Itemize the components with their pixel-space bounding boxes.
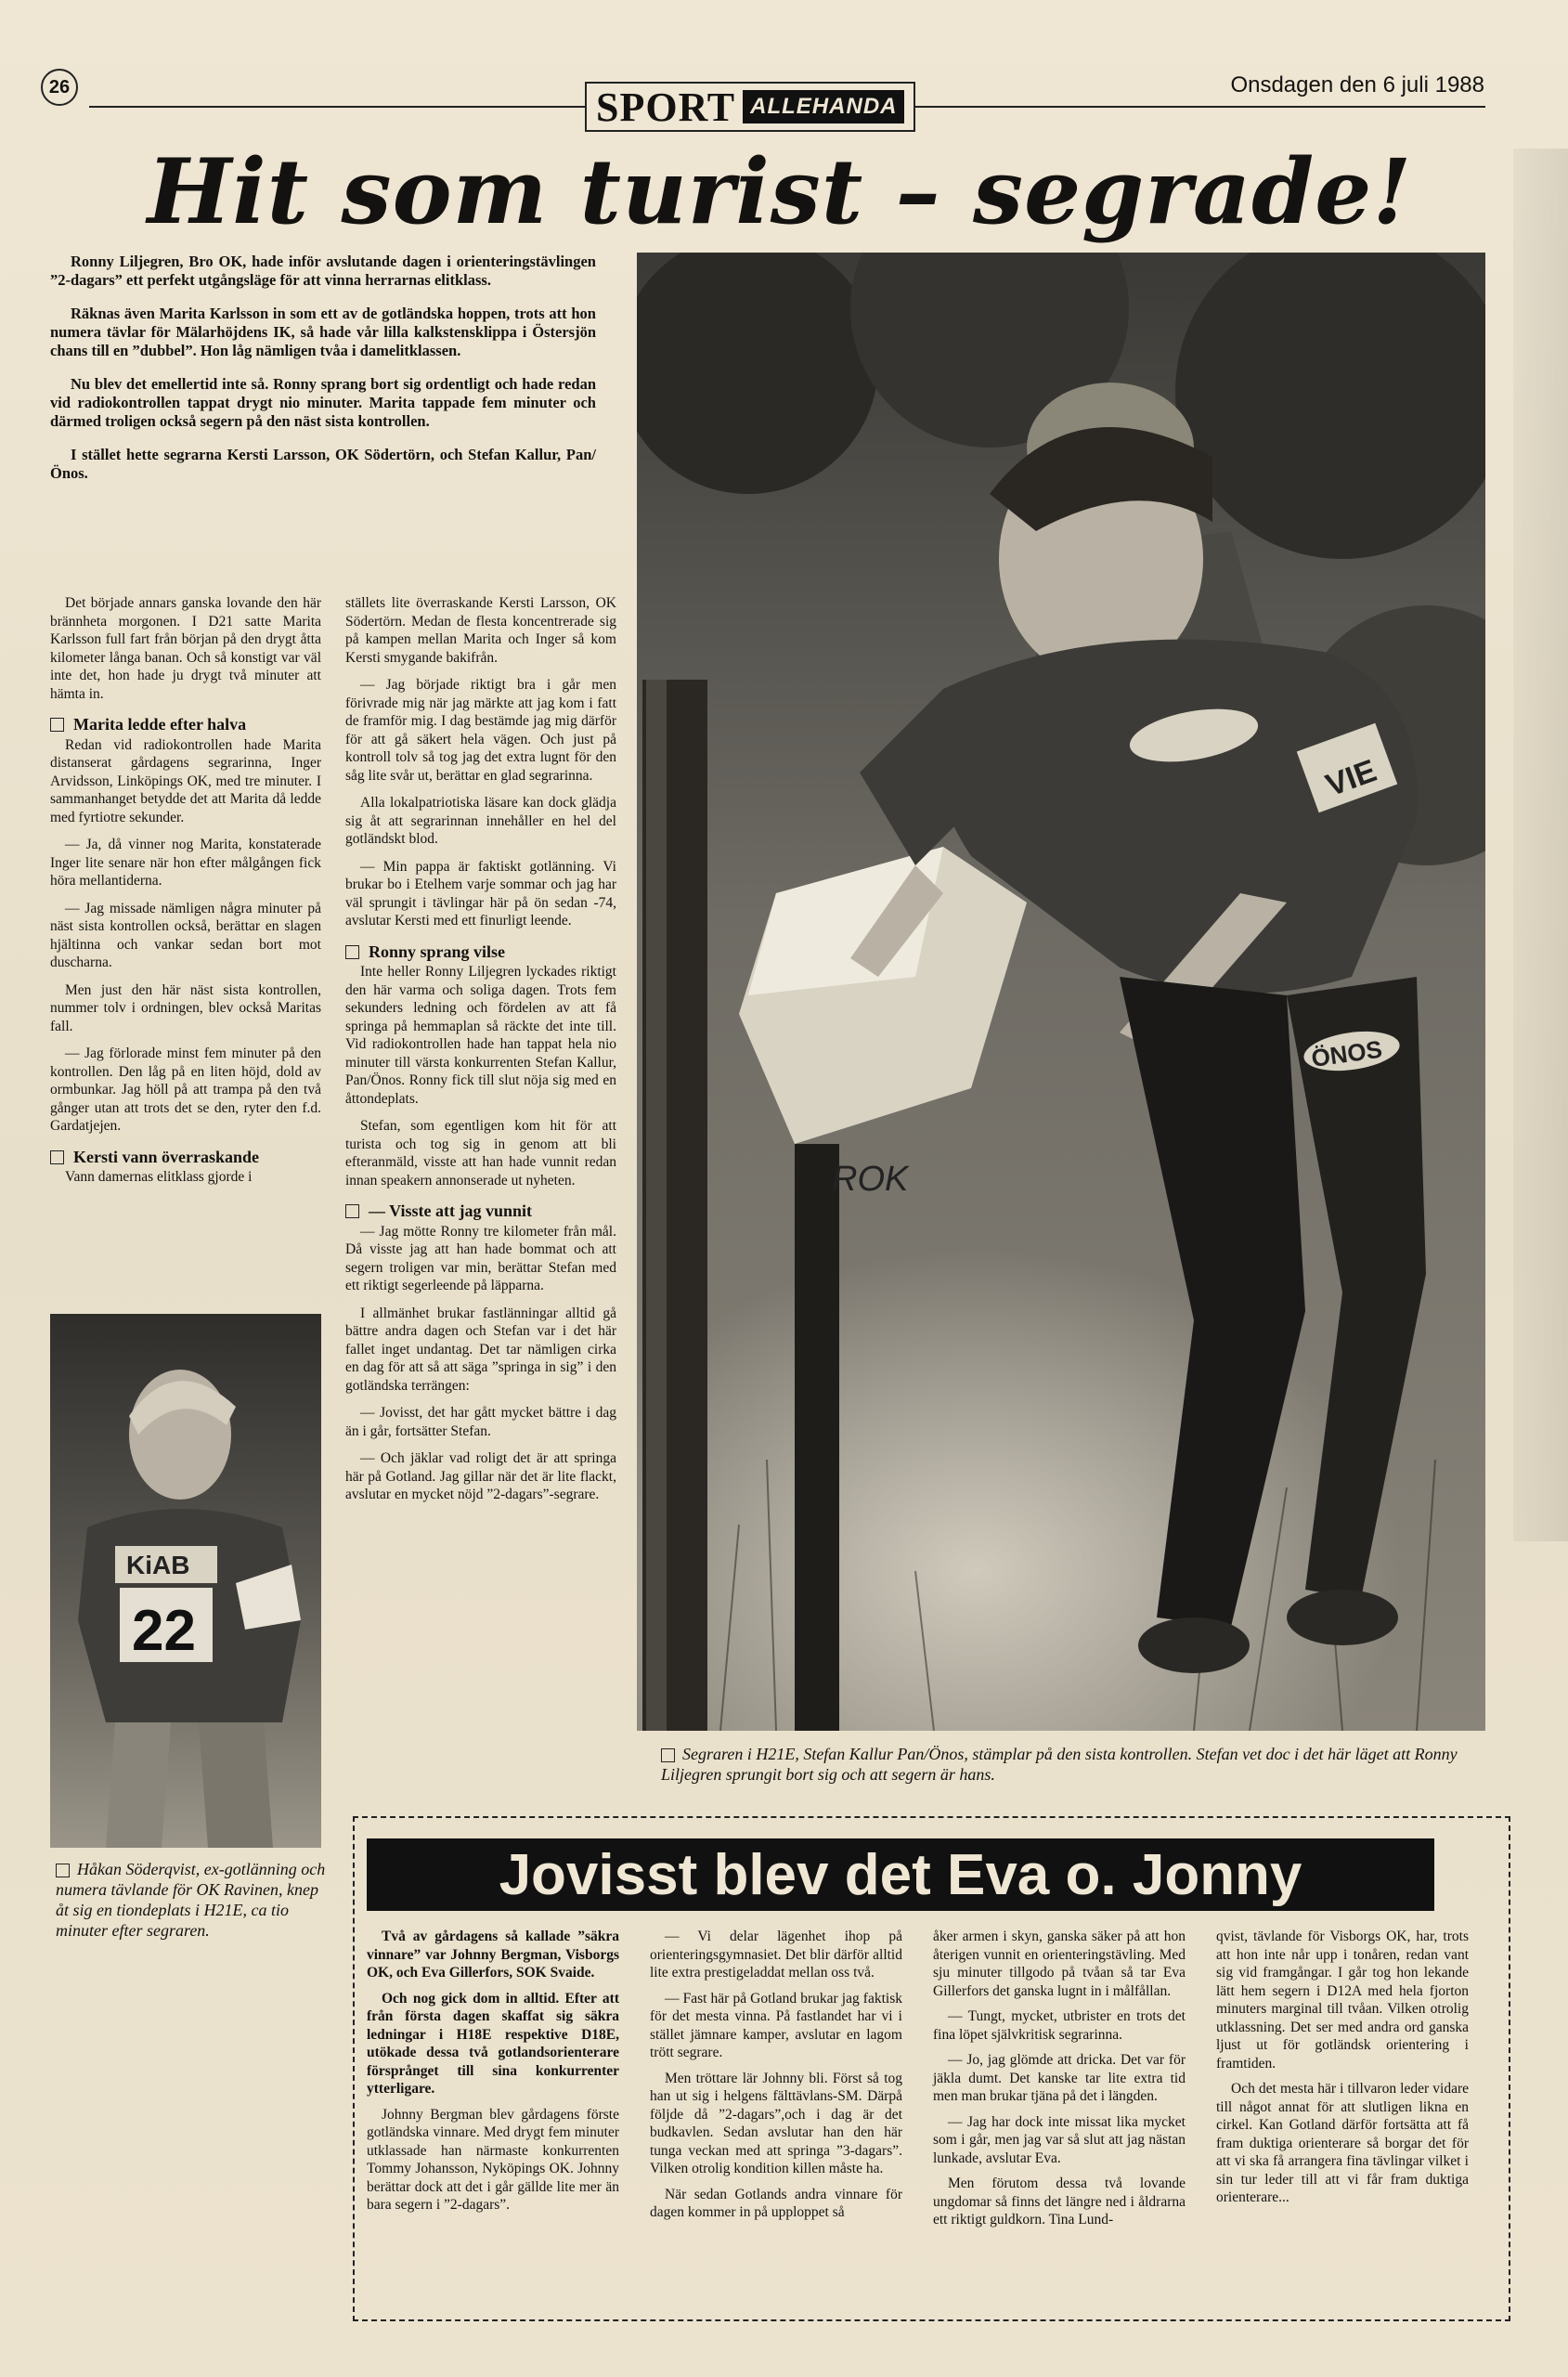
lead-text bbox=[50, 253, 596, 498]
body-paragraph: Men just den här näst sista kontrollen, nummer tolv i ordningen, blev också Maritas fall. bbox=[50, 981, 321, 1034]
body-paragraph: — Jag missade nämligen några minuter på näst sista kontrollen också, berättar en slagen hjältinna och vankar sedan bort mot duscharna. bbox=[50, 900, 321, 970]
box-paragraph: qvist, tävlande för Visborgs OK, har, trots att hon inte når upp i tonåren, redan vant sig vid framgångar. I går tog hon lekande lätt hem segern i D12A med hela fjorton minuters marginal till tvåan. Vilken otrolig utklassning. Det ser med andra ord ganska ljust ut för gotländsk orientering i framtiden. bbox=[1216, 1929, 1469, 2072]
subheading: Ronny sprang vilse bbox=[345, 943, 616, 962]
box-paragraph: När sedan Gotlands andra vinnare för dagen kommer in på upploppet så bbox=[650, 2186, 902, 2220]
lead-paragraph: I stället hette segrarna Kersti Larsson, OK Södertörn, och Stefan Kallur, Pan/Önos. bbox=[50, 446, 596, 482]
marker-text: ROK bbox=[832, 1160, 909, 1199]
box-paragraph: Och det mesta här i tillvaron leder vidare till något annat för att slutligen likna en cirkel. Kan Gotland därför fortsätta att få fram duktiga orienterare så borgar det för att vi ska få arrangera fina tävlingar vilket i sin tur leder till att vi får fram duktiga orienterare... bbox=[1216, 2081, 1469, 2205]
subhead-box-icon bbox=[345, 1204, 359, 1218]
body-paragraph: Stefan, som egentligen kom hit för att turista och tog sig in genom att bli efteranmäld, visste att han hade vunnit redan innan speakern annonserade ut nyheten. bbox=[345, 1118, 616, 1188]
subhead-box-icon bbox=[50, 1150, 64, 1164]
lead-paragraph: Räknas även Marita Karlsson in som ett av de gotländska hoppen, trots att hon numera tävlar för Mälarhöjdens IK, så hade vår lilla kalkstensklippa i Östersjön chans till en ”dubbel”. Hon låg nämligen tvåa i damelitklassen. bbox=[50, 305, 596, 359]
body-paragraph: Inte heller Ronny Liljegren lyckades riktigt den här varma och soliga dagen. Trots fem sekunders ledning och fördelen av att få springa på hemmaplan så räckte det inte till. Vid radiokontrollen hade han tappat hela nio minuter till värsta konkurrenten Stefan Kallur, Pan/Önos. Ronny fick till slut nöja sig med en åttondeplats. bbox=[345, 964, 616, 1107]
box-paragraph: — Vi delar lägenhet ihop på orienteringsgymnasiet. Det blir därför alltid lite extra prestigeladdat mellan oss två. bbox=[650, 1929, 902, 1981]
masthead bbox=[585, 82, 915, 132]
lead-paragraph: Ronny Liljegren, Bro OK, hade inför avslutande dagen i orienteringstävlingen ”2-dagars” ett perfekt utgångsläge för att vinna herrarnas elitklass. bbox=[50, 253, 596, 289]
box-column-1 bbox=[367, 1928, 619, 2222]
sponsor-patch-text: ÖNOS bbox=[1309, 1034, 1384, 1072]
masthead-allehanda: ALLEHANDA bbox=[743, 90, 904, 123]
subheading: — Visste att jag vunnit bbox=[345, 1202, 616, 1221]
body-paragraph: — Ja, då vinner nog Marita, konstaterade Inger lite senare när hon efter målgången fick höra mellantiderna. bbox=[50, 837, 321, 889]
box-paragraph: — Jo, jag glömde att dricka. Det var för jäkla dumt. Det kanske tar lite extra tid men man brukar tjäna på det i längden. bbox=[933, 2052, 1186, 2104]
caption-box-icon bbox=[661, 1748, 675, 1762]
subheading: Kersti vann överraskande bbox=[50, 1149, 321, 1167]
caption-box-icon bbox=[56, 1864, 70, 1877]
body-paragraph: — Och jäklar vad roligt det är att springa här på Gotland. Jag gillar när det är lite flackt, avslutar en mycket nöjd ”2-dagars”-segrare. bbox=[345, 1450, 616, 1502]
bleed-through-edge bbox=[1513, 149, 1568, 1541]
body-paragraph: — Jovisst, det har gått mycket bättre i dag än i går, fortsätter Stefan. bbox=[345, 1405, 616, 1439]
main-photo bbox=[637, 253, 1485, 1731]
box-column-4 bbox=[1216, 1928, 1469, 2215]
subhead-box-icon bbox=[50, 718, 64, 732]
box-paragraph: Men förutom dessa två lovande ungdomar så finns det längre ned i åldrarna ett riktigt guldkorn. Tina Lund- bbox=[933, 2176, 1186, 2228]
small-photo-caption: Håkan Söderqvist, ex-gotlänning och numera tävlande för OK Ravinen, knep åt sig en tiondeplats i H21E, ca tio minuter efter segraren. bbox=[56, 1860, 326, 1940]
box-paragraph: Men tröttare lär Johnny bli. Först så tog han ut sig i helgens fälttävlans-SM. Därpå följde då ”2-dagars”,och i dag är det budkavlen. Sedan avslutar han den här tunga veckan med att springa ”3-dagars”. Vilken otrolig kondition killen måste ha. bbox=[650, 2070, 902, 2176]
page-number: 26 bbox=[41, 69, 78, 106]
small-photo-illustration bbox=[50, 1314, 321, 1848]
main-photo-caption: Segraren i H21E, Stefan Kallur Pan/Önos, stämplar på den sista kontrollen. Stefan vet doc i det här läget att Ronny Liljegren sprungit bort sig och att segern är hans. bbox=[661, 1745, 1458, 1784]
box-paragraph: — Tungt, mycket, utbrister en trots det fina löpet självkritisk segrarinna. bbox=[933, 2008, 1186, 2043]
bib-text: VIE bbox=[1321, 752, 1381, 804]
box-lead-paragraph: Och nog gick dom in alltid. Efter att från första dagen skaffat sig säkra ledningar i H18E respektive D18E, utökade dessa två gotlandsorienterare försprånget till sina konkurrenter ytterligare. bbox=[367, 1990, 619, 2097]
body-paragraph: Alla lokalpatriotiska läsare kan dock glädja sig åt att segrarinnan innehåller en hel del gotländskt blod. bbox=[345, 795, 616, 847]
masthead-sport: SPORT bbox=[596, 84, 736, 130]
subhead-box-icon bbox=[345, 945, 359, 959]
dateline: Onsdagen den 6 juli 1988 bbox=[1230, 72, 1484, 97]
small-sponsor-text: KiAB bbox=[126, 1551, 190, 1579]
body-paragraph: Redan vid radiokontrollen hade Marita distanserat gårdagens segrarinna, Inger Arvidsson, Linköpings OK, med tre minuter. I sammanhanget betydde det att Marita då ledde med fyrtiotre sekunder. bbox=[50, 736, 321, 825]
body-paragraph: — Jag började riktigt bra i går men förivrade mig när jag märkte att jag kom i fatt de framför mig. I dag bestämde jag mig därför för att gå säkert hela vägen. Och just på kontroll tolv så tog jag det extra lugnt för den såg lite svår ut, berättar en glad segrarinna. bbox=[345, 677, 616, 784]
body-paragraph: ställets lite överraskande Kersti Larsson, OK Södertörn. Medan de flesta koncentrerade sig på kampen mellan Marita och Inger så kom Kersti smygande bakifrån. bbox=[345, 595, 616, 666]
sidebar-article-title: Jovisst blev det Eva o. Jonny bbox=[367, 1838, 1434, 1911]
small-bib-number: 22 bbox=[132, 1599, 196, 1663]
article-column-2 bbox=[345, 594, 616, 1513]
lead-paragraph: Nu blev det emellertid inte så. Ronny sprang bort sig ordentligt och hade redan vid radiokontrollen tappat drygt nio minuter. Marita tappade fem minuter och därmed troligen också segern på den näst sista kontrollen. bbox=[50, 375, 596, 430]
box-column-2 bbox=[650, 1928, 902, 2229]
small-photo bbox=[50, 1314, 321, 1848]
box-paragraph: — Fast här på Gotland brukar jag faktisk för det mesta vinna. På fastlandet har vi i stället jämnare kamper, avslutar en lagom trött segrare. bbox=[650, 1990, 902, 2060]
body-paragraph: — Min pappa är faktiskt gotlänning. Vi brukar bo i Etelhem varje sommar och jag har väl sprungit i tävlingar här på ön sedan -74, avslutar Kersti med ett finurligt leende. bbox=[345, 858, 616, 929]
box-column-3 bbox=[933, 1928, 1186, 2237]
box-paragraph: — Jag har dock inte missat lika mycket som i går, men jag var så slut att jag nästan lunkade, avslutar Eva. bbox=[933, 2113, 1186, 2166]
subheading: Marita ledde efter halva bbox=[50, 716, 321, 734]
body-paragraph: I allmänhet brukar fastlänningar alltid gå bättre andra dagen och Stefan var i det här fallet inget undantag. Det tar nämligen cirka en dag för att så att säga ”springa in sig” i den gotländska terrängen: bbox=[345, 1305, 616, 1394]
box-paragraph: åker armen i skyn, ganska säker på att hon återigen vunnit en orienteringstävling. Med sju minuter tillgodo på tvåan så tar Eva Gillerfors det ganska lugnt in i målfållan. bbox=[933, 1929, 1186, 1999]
main-photo-illustration bbox=[637, 253, 1485, 1731]
box-lead-paragraph: Två av gårdagens så kallade ”säkra vinnare” var Johnny Bergman, Visborgs OK, och Eva Gillerfors, SOK Svaide. bbox=[367, 1929, 619, 1981]
article-column-1 bbox=[50, 594, 321, 1196]
body-paragraph: — Jag mötte Ronny tre kilometer från mål. Då visste jag att han hade bommat och att segern troligen var min, berättar Stefan med ett riktigt segerleende på läpparna. bbox=[345, 1223, 616, 1293]
body-paragraph: Vann damernas elitklass gjorde i bbox=[65, 1169, 253, 1185]
body-paragraph: Det började annars ganska lovande den här brännheta morgonen. I D21 satte Marita Karlsson full fart från början på den drygt åtta kilometer långa banan. Och så konstigt var väl inte det, hon hade ju drygt två minuter att hämta in. bbox=[50, 595, 321, 702]
body-paragraph: — Jag förlorade minst fem minuter på den kontrollen. Den låg på en liten höjd, dold av ormbunkar. Jag höll på att trampa på den två gånger utan att trots det se den, ryter den f.d. Gardatjejen. bbox=[50, 1046, 321, 1134]
box-paragraph: Johnny Bergman blev gårdagens förste gotländska vinnare. Med drygt fem minuter utklassade han närmaste konkurrenten Tommy Johansson, Nyköpings OK. Johnny berättar dock att det i går gällde lite mer än bara segern i ”2-dagars”. bbox=[367, 2106, 619, 2213]
headline: Hit som turist – segrade! bbox=[147, 139, 1413, 244]
